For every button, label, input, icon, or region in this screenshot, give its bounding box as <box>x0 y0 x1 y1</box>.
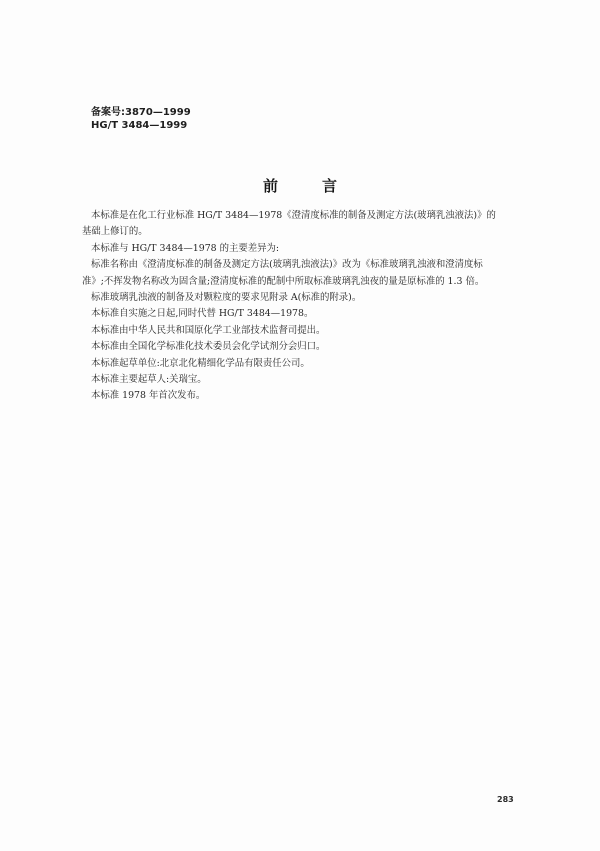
paragraph-line: 本标准与 HG/T 3484—1978 的主要差异为: <box>91 242 280 254</box>
page-number: 283 <box>497 795 514 804</box>
paragraph-line: 基础上修订的。 <box>82 226 148 238</box>
paragraph-line: 本标准主要起草人:关瑞宝。 <box>91 374 207 386</box>
paragraph-line: 本标准 1978 年首次发布。 <box>91 390 206 402</box>
document-header <box>91 106 191 132</box>
standard-code: HG/T 3484—1999 <box>91 120 188 131</box>
paragraph-line: 标准名称由《澄清度标准的制备及测定方法(玻璃乳浊液法)》改为《标准玻璃乳浊液和澄清度标 <box>91 259 483 271</box>
paragraph-line: 本标准由中华人民共和国原化学工业部技术监督司提出。 <box>91 324 326 336</box>
paragraph-line: 本标准由全国化学标准化技术委员会化学试剂分会归口。 <box>91 341 326 353</box>
paragraph-line: 本标准起草单位:北京北化精细化学品有限责任公司。 <box>91 357 310 369</box>
paragraph-line: 本标准自实施之日起,同时代替 HG/T 3484—1978。 <box>91 308 314 320</box>
paragraph-line: 标准玻璃乳浊液的制备及对颗粒度的要求见附录 A(标准的附录)。 <box>91 292 362 304</box>
page-title: 前言 <box>262 177 381 195</box>
paragraph-line: 本标准是在化工行业标准 HG/T 3484—1978《澄清度标准的制备及测定方法(玻璃乳浊液法)》的 <box>91 210 496 221</box>
filing-number: 备案号:3870—1999 <box>91 107 191 118</box>
paragraph-line: 准》;不挥发物名称改为固含量;澄清度标准的配制中所取标准玻璃乳浊夜的量是原标准的 1.3 倍。 <box>82 275 485 287</box>
preface-body <box>82 208 521 405</box>
